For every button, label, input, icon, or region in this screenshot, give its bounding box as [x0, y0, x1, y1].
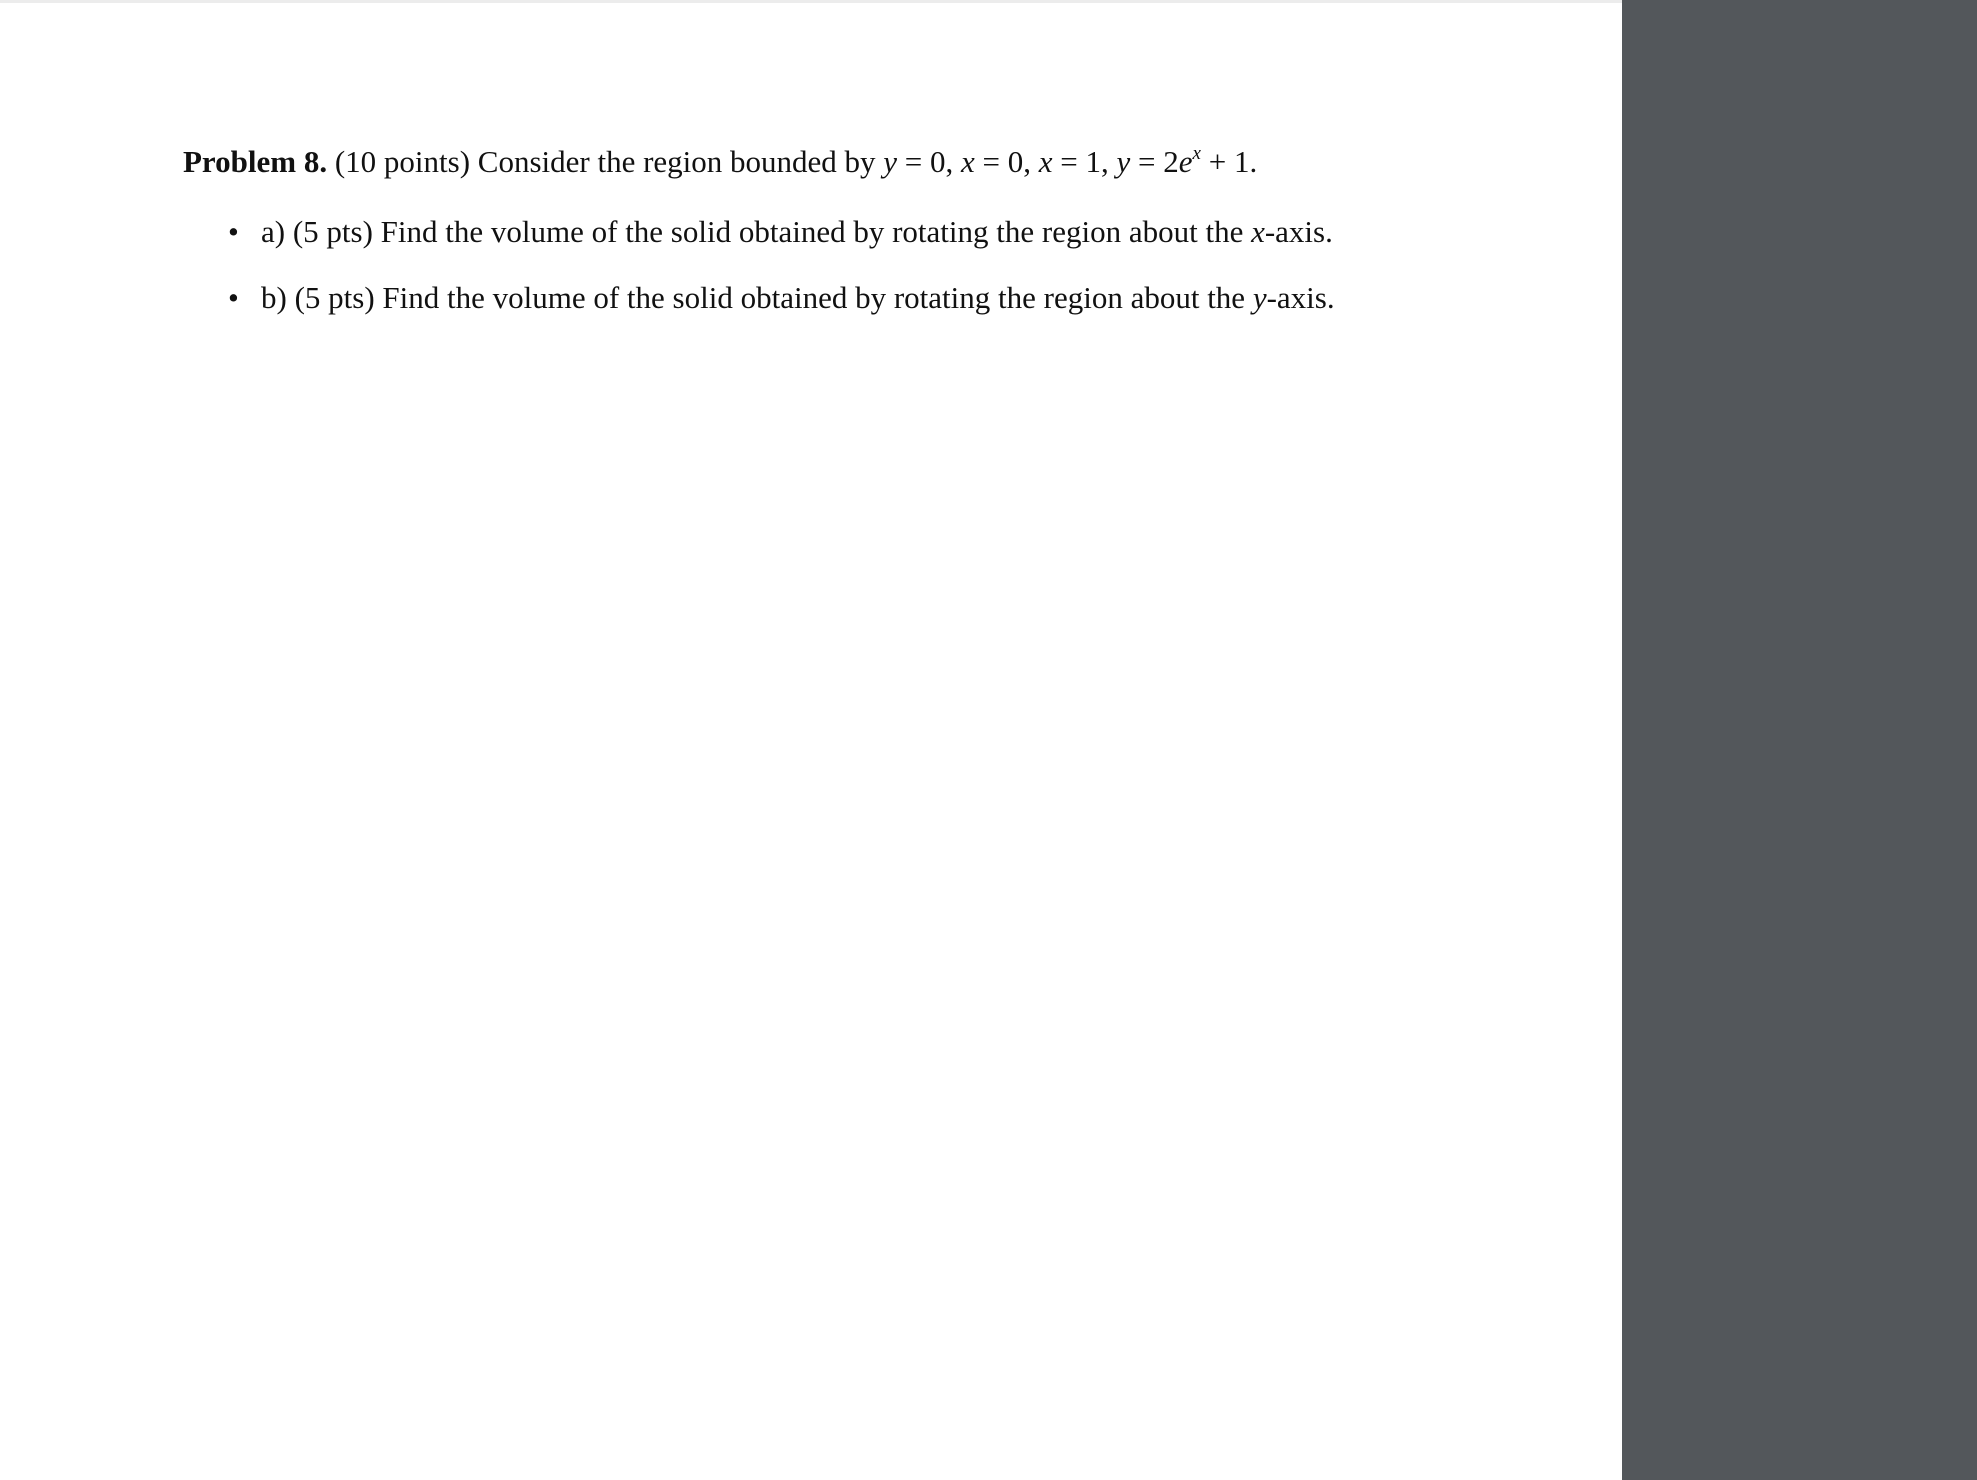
task-a-axis: x — [1251, 214, 1265, 249]
task-list — [183, 199, 1483, 331]
math-exponent: x — [1192, 143, 1201, 164]
math-eq4: = 2 — [1130, 144, 1179, 179]
math-eq2: = 0, — [974, 144, 1039, 179]
task-a-suffix: -axis. — [1264, 214, 1333, 249]
math-tail: + 1. — [1200, 144, 1258, 179]
task-a-text: a) (5 pts) Find the volume of the solid obtained by rotating the region about the — [261, 214, 1252, 249]
math-var-x1: x — [961, 144, 975, 179]
problem-intro: Consider the region bounded by — [477, 144, 876, 179]
bullet-icon: • — [228, 214, 239, 249]
bullet-icon: • — [228, 280, 239, 315]
task-b-suffix: -axis. — [1266, 280, 1335, 315]
task-item-b — [183, 265, 1483, 331]
problem-statement — [183, 135, 1483, 189]
task-item-a — [183, 199, 1483, 265]
math-var-y2: y — [1116, 144, 1131, 179]
math-eq1: = 0, — [897, 144, 962, 179]
math-base-e: e — [1178, 144, 1193, 179]
task-b-axis: y — [1252, 280, 1267, 315]
math-var-y1: y — [883, 144, 898, 179]
viewer-side-panel — [1622, 0, 1977, 1480]
task-b-text: b) (5 pts) Find the volume of the solid obtained by rotating the region about the — [261, 280, 1253, 315]
problem-points: (10 points) — [334, 144, 471, 179]
math-eq3: = 1, — [1052, 144, 1117, 179]
problem-label: Problem 8. — [183, 144, 328, 179]
math-var-x2: x — [1038, 144, 1053, 179]
problem-content — [183, 135, 1483, 331]
